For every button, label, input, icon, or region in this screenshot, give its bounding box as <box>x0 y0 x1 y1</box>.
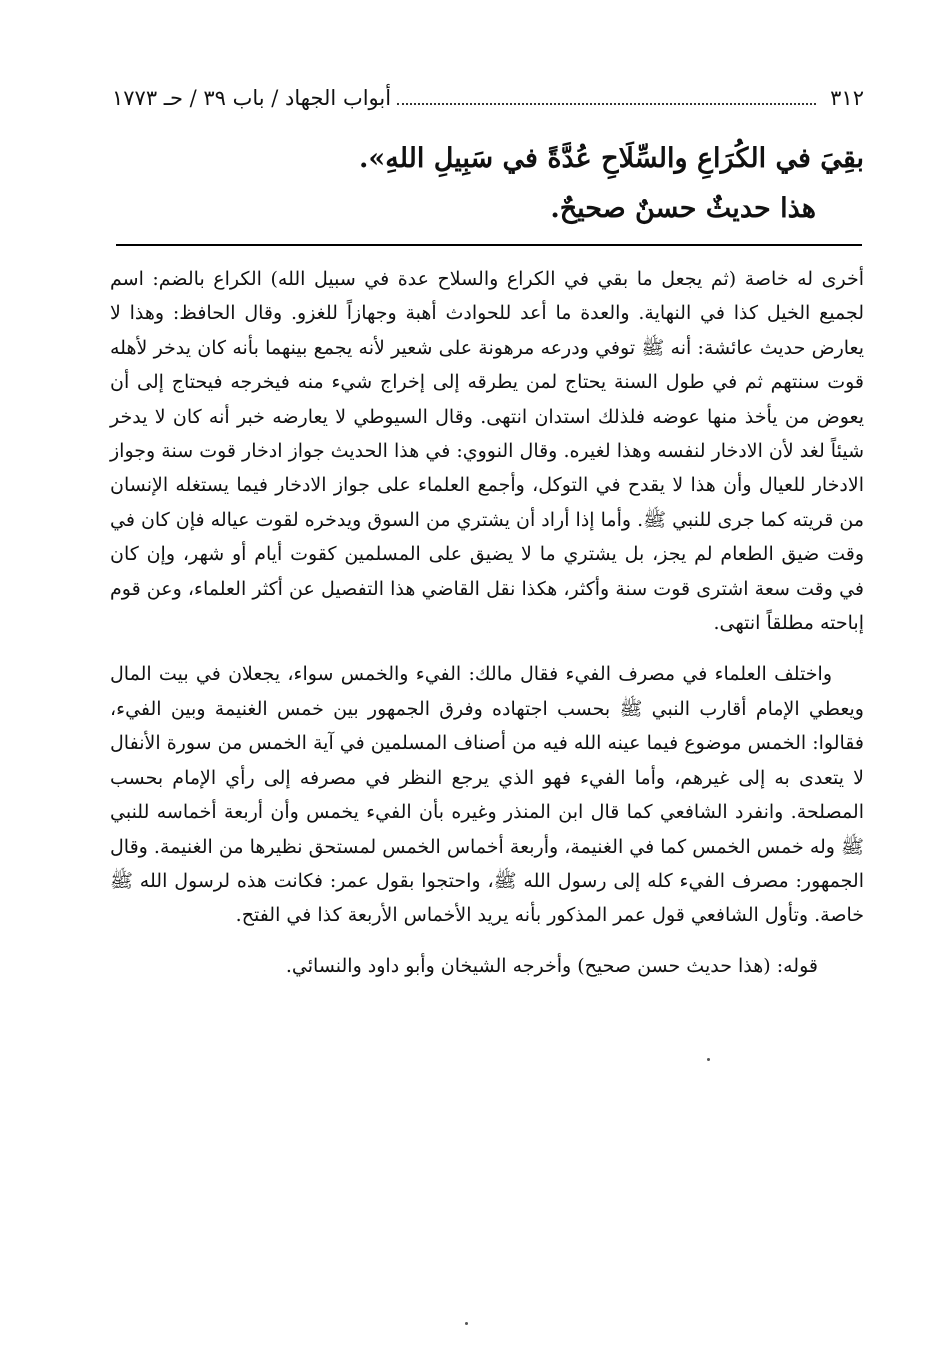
separator-rule <box>116 244 862 246</box>
page-header <box>112 82 864 114</box>
scan-speck <box>465 1322 468 1325</box>
header-dot-leader <box>397 103 816 105</box>
commentary-paragraph: واختلف العلماء في مصرف الفيء فقال مالك: الفيء والخمس سواء، يجعلان في بيت المال ويعطي الإمام أقارب النبي ﷺ بحسب اجتهاده وفرق الجمهور بين خمس الغنيمة وبين الفيء، فقالوا: الخمس موضوع فيما عينه الله فيه من أصناف المسلمين في آية الخمس من سورة الأنفال لا يتعدى به إلى غيرهم، وأما الفيء فهو الذي يرجع النظر في مصرفه إلى رأي الإمام بحسب المصلحة. وانفرد الشافعي كما قال ابن المنذر وغيره بأن الفيء يخمس وأن أربعة أخماسه للنبي ﷺ وله خمس الخمس كما في الغنيمة، وأربعة أخماس الخمس لمستحق نظيرها من الغنيمة. وقال الجمهور: مصرف الفيء كله إلى رسول الله ﷺ، واحتجوا بقول عمر: فكانت هذه لرسول الله ﷺ خاصة. وتأول الشافعي قول عمر المذكور بأنه يريد الأخماس الأربعة كذا في الفتح. <box>110 663 864 927</box>
commentary-paragraph: أخرى له خاصة (ثم يجعل ما بقي في الكراع والسلاح عدة في سبيل الله) الكراع بالضم: اسم لجميع الخيل كذا في النهاية. والعدة ما أعد للحوادث أهبة وجهازاً للغزو. وقال الحافظ: وهذا لا يعارض حديث عائشة: أنه ﷺ توفي ودرعه مرهونة على شعير لأنه يجمع بينهما بأنه كان يدخر لأهله قوت سنتهم ثم في طول السنة يحتاج لمن يطرقه إلى إخراج شيء منه فيخرجه فيحتاج إلى أن يعوض من يأخذ منها عوضه فلذلك استدان انتهى. وقال السيوطي لا يعارضه خبر أنه كان لا يدخر شيئاً لغد لأن الادخار لنفسه وهذا لغيره. وقال النووي: في هذا الحديث جواز ادخار قوت سنة وجواز الادخار للعيال وأن هذا لا يقدح في التوكل، وأجمع العلماء على جواز الادخار فيما يستغله الإنسان من قريته كما جرى للنبي ﷺ. وأما إذا أراد أن يشتري من السوق ويدخره لقوت عياله فإن كان في وقت ضيق الطعام لم يجز، بل يشتري ما لا يضيق على المسلمين كقوت أيام أو شهر، وإن كان في وقت سعة اشترى قوت سنة وأكثر، هكذا نقل القاضي هذا التفصيل عن أكثر العلماء، وعن قوم إباحته مطلقاً انتهى. <box>110 268 865 635</box>
page-number: ٣١٢ <box>830 86 864 110</box>
hadith-text <box>150 136 864 232</box>
commentary-paragraph: قوله: (هذا حديث حسن صحيح) وأخرجه الشيخان وأبو داود والنسائي. <box>285 954 818 977</box>
scan-speck <box>707 1058 710 1061</box>
running-title: أبواب الجهاد / باب ٣٩ / حـ ١٧٧٣ <box>112 86 392 110</box>
hadith-line: بقِيَ في الكُرَاعِ والسِّلَاحِ عُدَّةً في سَبِيلِ اللهِ». <box>358 143 864 174</box>
hadith-grade: هذا حديثٌ حسنٌ صحيحٌ. <box>550 193 816 224</box>
commentary <box>110 262 864 983</box>
